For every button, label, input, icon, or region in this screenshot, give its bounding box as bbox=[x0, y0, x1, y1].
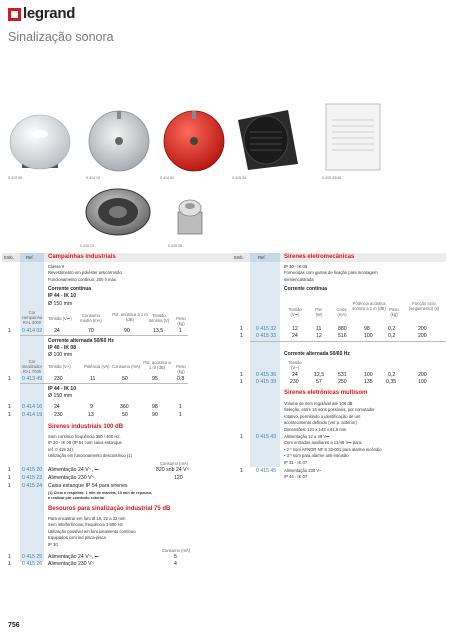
emb-cell: 1 bbox=[8, 328, 11, 334]
desc-line: IP 20 - IK 08 (IP 54 com caixa estanque bbox=[48, 440, 122, 446]
col-header: Consumo (mA) bbox=[160, 461, 189, 466]
desc-line: Utilização possível em funcionamento contínuo bbox=[48, 528, 136, 534]
mt-desc bbox=[284, 401, 375, 433]
desc-line: Sem interferências, frequência 3 600 Hz bbox=[48, 522, 123, 528]
black-siren-image bbox=[232, 104, 304, 176]
section-title-electromechanical-sirens: Sirenes eletromecânicas bbox=[284, 254, 355, 260]
pot-cell: 13 bbox=[88, 412, 94, 418]
subsection-title: Corrente alternada 50/60 Hz bbox=[284, 351, 350, 357]
peso-cell: 0,35 bbox=[386, 379, 397, 385]
cons-cell: 820 sob 24 V~ bbox=[156, 467, 190, 473]
desc-line: Fornecidas com garras de fixação para montagem bbox=[284, 270, 378, 276]
desc-line: rotativo, permitindo a identificação de um bbox=[284, 413, 361, 419]
emb-cell: 1 bbox=[240, 333, 243, 339]
section-title-multisound-sirens: Sirenes eletrónicas multisom bbox=[284, 390, 368, 396]
emb-cell: 1 bbox=[8, 561, 11, 567]
mt-row2-desc bbox=[284, 468, 322, 481]
product-ref-caption: 0 415 33 bbox=[232, 176, 246, 180]
pot-cell: 57 bbox=[316, 379, 322, 385]
desc-cell: Caixa estanque IP 54 para sirenes bbox=[48, 483, 128, 489]
desc-line: acontecimento definido (ver p. anterior) bbox=[284, 420, 357, 426]
peso-cell: 1 bbox=[179, 328, 182, 334]
pot-cell: 12 bbox=[316, 333, 322, 339]
multisound-siren-image bbox=[322, 100, 384, 174]
desc-line: ref. 0 415 24) bbox=[48, 446, 73, 452]
col-header: Consumo (mA) bbox=[162, 548, 191, 553]
desc-line: Funcionamento contínuo, 200 h máx. bbox=[48, 276, 118, 282]
page-number: 756 bbox=[8, 622, 20, 629]
db-cell: 98 bbox=[364, 326, 370, 332]
ref-cell: 0 415 39 bbox=[256, 379, 277, 385]
product-ref-caption: 0 415 25 bbox=[168, 244, 182, 248]
ref-cell: 0 415 36 bbox=[256, 372, 277, 378]
subsection-ip: IP 40 - IK 08 bbox=[48, 345, 76, 351]
white-bell-image bbox=[8, 112, 74, 172]
tmin-cell: 13,5 bbox=[153, 328, 164, 334]
col-header: Cor campainha RAL 3000 bbox=[21, 310, 43, 325]
section-title-buzzers: Besouros para sinalização industrial 75 dB bbox=[48, 506, 171, 512]
row-divider bbox=[250, 341, 446, 342]
b75-desc bbox=[48, 516, 136, 548]
db-cell: 100 bbox=[364, 333, 373, 339]
ciclo-cell: 200 bbox=[418, 333, 427, 339]
col-header: Cor sinalizador RAL 7035 bbox=[21, 359, 43, 374]
col-header: Peso (kg) bbox=[176, 364, 186, 374]
product-ref-caption: 0 414 19 bbox=[86, 176, 100, 180]
col-header: Potência acústica sonora a 1 m (dB) bbox=[352, 301, 386, 311]
desc-line: Alimentação 230 V~ bbox=[284, 468, 322, 473]
emb-column-header: Emb. bbox=[234, 255, 244, 260]
col-header: Pot. acústica a 1 m (dB) bbox=[112, 312, 148, 322]
ref-cell: 0 414 19 bbox=[22, 412, 43, 418]
ref-cell: 0 415 23 bbox=[22, 475, 43, 481]
ref-cell: 0 415 25 bbox=[22, 554, 43, 560]
desc-cell: Alimentação 230 V~ bbox=[48, 475, 95, 481]
db-cell: 90 bbox=[152, 412, 158, 418]
col-header: Tensão (V⎓) bbox=[48, 316, 72, 321]
ref-cell: 0 414 02 bbox=[22, 328, 43, 334]
col-header: Potência (VA) bbox=[84, 364, 110, 369]
emb-cell: 1 bbox=[240, 326, 243, 332]
col-header: Consumo médio (mA) bbox=[80, 313, 102, 323]
col-header: Consumo (mA) bbox=[112, 364, 141, 369]
ciclo-cell: 100 bbox=[418, 379, 427, 385]
ref-cell: 0 415 43 bbox=[256, 434, 277, 440]
legrand-logo-icon bbox=[8, 8, 21, 21]
subsection-title: Corrente contínua bbox=[48, 286, 92, 292]
emb-cell: 1 bbox=[240, 372, 243, 378]
desc-line: IP 31 - IK 07 bbox=[284, 459, 308, 465]
desc-line: Para encastrar em furo Ø 16, 22 a 33 mm bbox=[48, 516, 126, 521]
section-title-industrial-bells: Campainhas industriais bbox=[48, 254, 116, 260]
pot-cell: 90 bbox=[124, 328, 130, 334]
desc-line: Seleção, entre 16 sons possíveis, por comutador bbox=[284, 407, 375, 413]
desc-cell: Alimentação 230 V~ bbox=[48, 561, 95, 567]
desc-line: Revestimento em poliéster anticorrosão bbox=[48, 270, 122, 276]
product-ref-caption: 0 413 49 bbox=[8, 176, 22, 180]
col-header: Peso (kg) bbox=[389, 307, 399, 317]
ref-cell: 0 415 32 bbox=[256, 326, 277, 332]
col-header: Tensão (V⎓) bbox=[288, 307, 302, 317]
cons-cell: 120 bbox=[174, 475, 183, 481]
emb-cell: 1 bbox=[240, 379, 243, 385]
desc-line: Utilização em funcionamento descontínuo (1) bbox=[48, 453, 133, 459]
ref-cell: 0 415 20 bbox=[22, 467, 43, 473]
db-cell: 98 bbox=[152, 404, 158, 410]
emb-cell: 1 bbox=[8, 412, 11, 418]
desc-line: IP 44 - IK 07 bbox=[284, 474, 308, 480]
desc-line: IP 30 - IK 05 bbox=[284, 264, 308, 269]
ref-column-header: Ref. bbox=[258, 255, 266, 260]
col-header: Tensão mínima (V) bbox=[148, 313, 170, 323]
emb-cell: 1 bbox=[8, 467, 11, 473]
col-header: Peso (kg) bbox=[176, 316, 186, 326]
emb-cell: 1 bbox=[8, 376, 11, 382]
pot-cell: 12,5 bbox=[314, 372, 325, 378]
db-cell: 135 bbox=[364, 379, 373, 385]
emb-column-header: Emb. bbox=[4, 255, 14, 260]
cons-cell: 4 bbox=[174, 561, 177, 567]
ref-cell: 0 414 16 bbox=[22, 404, 43, 410]
footnote bbox=[48, 491, 152, 501]
col-header: Cons. (mA) bbox=[336, 307, 348, 317]
product-ref-caption: 0 415 23 bbox=[80, 244, 94, 248]
cons-cell: 360 bbox=[120, 404, 129, 410]
buzzer-image bbox=[170, 190, 210, 240]
peso-cell: 1 bbox=[179, 412, 182, 418]
desc-line: Com entradas auxiliares a 12/48 V⎓ para: bbox=[284, 440, 363, 446]
desc-line: • 3 * som para alarme anti-intrusão bbox=[284, 453, 349, 459]
cons-cell: 5 bbox=[174, 554, 177, 560]
tensao-cell: 24 bbox=[54, 328, 60, 334]
consumo-cell: 70 bbox=[88, 328, 94, 334]
col-header: Função ciclo (seguimento) (s) bbox=[408, 301, 440, 311]
cons-cell: 250 bbox=[338, 379, 347, 385]
cons-cell: 50 bbox=[122, 412, 128, 418]
ciclo-cell: 200 bbox=[418, 372, 427, 378]
cons-cell: 531 bbox=[338, 372, 347, 378]
diameter-label: Ø 150 mm bbox=[48, 301, 73, 307]
red-bell-image bbox=[160, 108, 228, 174]
peso-cell: 0,8 bbox=[177, 376, 185, 382]
ciclo-cell: 200 bbox=[418, 326, 427, 332]
cons-cell: 50 bbox=[122, 376, 128, 382]
col-header: Tensão (V~) bbox=[48, 364, 71, 369]
desc-line: Som contínuo frequência 350 / 400 Hz. bbox=[48, 434, 121, 439]
cons-cell: 880 bbox=[338, 326, 347, 332]
db-cell: 95 bbox=[152, 376, 158, 382]
s100-desc bbox=[48, 434, 132, 460]
subsection-ip: IP 44 - IK 10 bbox=[48, 293, 76, 299]
pot-cell: 11 bbox=[90, 376, 96, 382]
subsection-title: Corrente contínua bbox=[284, 286, 328, 292]
tensao-cell: 24 bbox=[292, 372, 298, 378]
peso-cell: 0,2 bbox=[388, 372, 396, 378]
desc-cell: Alimentação 24 V~, ⎓ bbox=[48, 554, 99, 560]
section-title-industrial-sirens: Sirenes industriais 100 dB bbox=[48, 424, 124, 430]
ref-cell: 0 415 33 bbox=[256, 333, 277, 339]
desc-cell: Alimentação 24 V~, ⎓ bbox=[48, 467, 99, 473]
footnote-line: a realizar por comando exterior bbox=[48, 496, 105, 500]
ref-cell: 0 415 24 bbox=[22, 483, 43, 489]
desc-line: Equipados com led pisca-pisca bbox=[48, 535, 106, 541]
emb-cell: 1 bbox=[240, 434, 243, 440]
peso-cell: 0,2 bbox=[388, 326, 396, 332]
desc-line: Volume de som regulável até 106 dB bbox=[284, 401, 353, 406]
page-title: Sinalização sonora bbox=[8, 30, 114, 44]
diameter-label: Ø 100 mm bbox=[48, 352, 73, 358]
pot-cell: 11 bbox=[316, 326, 322, 332]
tensao-cell: 24 bbox=[292, 333, 298, 339]
desc-line: Alimentação 12 a 48 V⎓ bbox=[284, 434, 330, 439]
desc-line: Classe II bbox=[48, 264, 65, 269]
ref-cell: 0 413 49 bbox=[22, 376, 43, 382]
ref-column-header: Ref. bbox=[26, 255, 34, 260]
product-ref-caption: 0 415 43/45 bbox=[322, 176, 341, 180]
footnote-line: (1) Ciclo a respeitar: 1 min de marcha, 10 min de repouso, bbox=[48, 491, 153, 495]
db-cell: 100 bbox=[364, 372, 373, 378]
pot-cell: 9 bbox=[90, 404, 93, 410]
desc-line: semiencastrada bbox=[284, 276, 314, 282]
grey-bell-image bbox=[86, 108, 154, 174]
desc-line: Dimensões: 121 x 143 x 61,5 mm bbox=[284, 426, 347, 432]
product-ref-caption: 0 414 02 bbox=[160, 176, 174, 180]
desc-line: • 2 * som AFNOR NF S 32-001 para alarme incêndio bbox=[284, 446, 382, 452]
industrial-siren-image bbox=[82, 186, 156, 240]
right-desc bbox=[284, 264, 378, 283]
mt-row1-desc bbox=[284, 434, 382, 466]
brand-logo: legrand bbox=[23, 5, 76, 22]
tensao-cell: 230 bbox=[54, 376, 63, 382]
col-header: Pot. (W) bbox=[315, 307, 323, 317]
tensao-cell: 24 bbox=[54, 404, 60, 410]
tensao-cell: 230 bbox=[290, 379, 299, 385]
peso-cell: 1 bbox=[179, 404, 182, 410]
row-divider bbox=[20, 383, 188, 384]
ref-cell: 0 415 45 bbox=[256, 468, 277, 474]
diameter-label: Ø 150 mm bbox=[48, 393, 73, 399]
subsection-ip: IP 44 - IK 10 bbox=[48, 386, 76, 392]
subsection-title: Corrente alternada 50/60 Hz bbox=[48, 338, 114, 344]
emb-cell: 1 bbox=[8, 483, 11, 489]
tensao-cell: 230 bbox=[54, 412, 63, 418]
cons-cell: 516 bbox=[338, 333, 347, 339]
emb-cell: 1 bbox=[8, 554, 11, 560]
peso-cell: 0,2 bbox=[388, 333, 396, 339]
col-header: Pot. acústica a 1 m (dB) bbox=[143, 360, 171, 370]
desc-line: IP 30 bbox=[48, 541, 58, 547]
row-divider bbox=[20, 335, 188, 336]
left-desc bbox=[48, 264, 122, 283]
ref-cell: 0 415 26 bbox=[22, 561, 43, 567]
tensao-cell: 12 bbox=[292, 326, 298, 332]
emb-cell: 1 bbox=[8, 404, 11, 410]
emb-cell: 1 bbox=[8, 475, 11, 481]
col-header: Tensão (V~) bbox=[288, 360, 302, 370]
emb-cell: 1 bbox=[240, 468, 243, 474]
